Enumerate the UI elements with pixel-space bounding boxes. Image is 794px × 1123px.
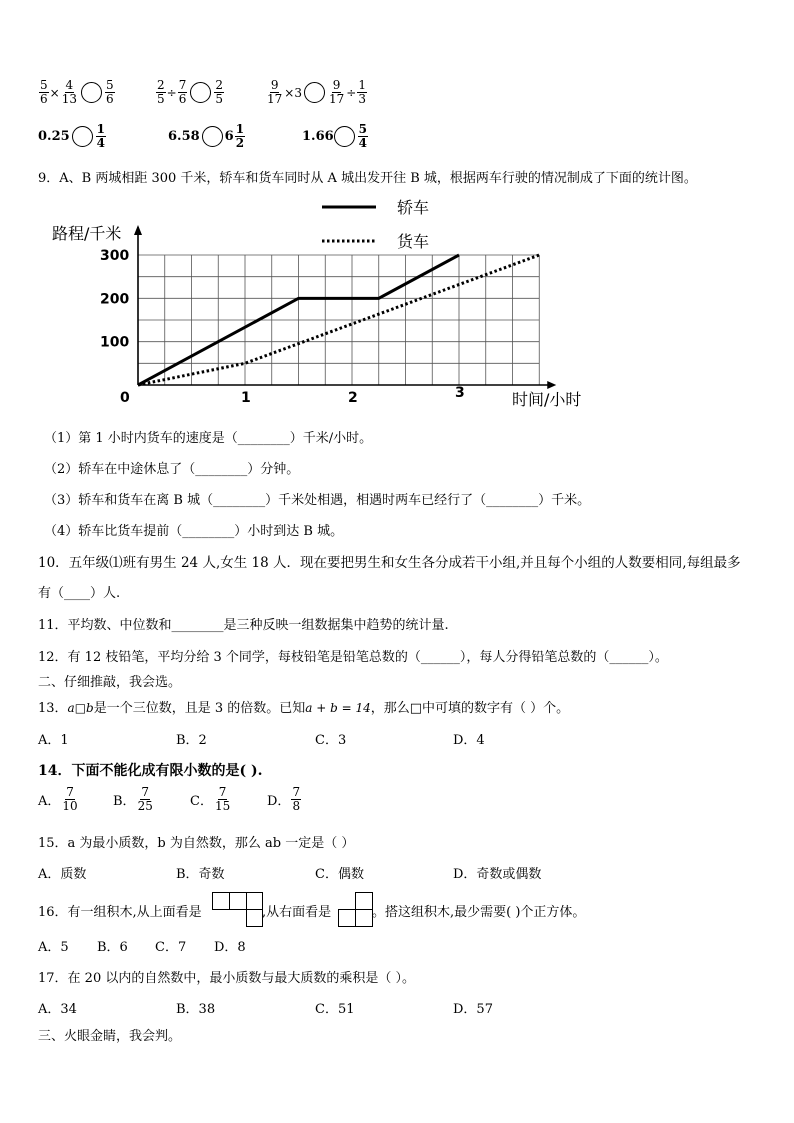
right-view-figure bbox=[338, 892, 372, 926]
q16-option-c[interactable]: C．7 bbox=[155, 940, 187, 955]
q16-option-d[interactable]: D．8 bbox=[214, 940, 246, 955]
q13-option-b[interactable]: B．2 bbox=[176, 733, 207, 748]
q17-option-c[interactable]: C．51 bbox=[315, 1002, 355, 1017]
q10-line2: 有（____）人. bbox=[38, 586, 121, 601]
q13-math-abc: a□b bbox=[67, 701, 94, 715]
q15-option-c[interactable]: C．偶数 bbox=[315, 867, 364, 882]
answer-circle[interactable] bbox=[202, 126, 223, 147]
q16-option-b[interactable]: B．6 bbox=[97, 940, 128, 955]
y-tick-label: 100 bbox=[100, 334, 130, 351]
y-axis-arrow bbox=[134, 225, 142, 235]
x-tick-label: 3 bbox=[455, 385, 465, 401]
chart-y-axis-label: 路程/千米 bbox=[52, 224, 122, 243]
q10-line1: 10．五年级⑴班有男生 24 人,女生 18 人．现在要把男生和女生各分成若干小组,并且每个小组的人数要相同,每组最多 bbox=[38, 555, 741, 571]
q17-option-d[interactable]: D．57 bbox=[453, 1002, 493, 1017]
answer-circle[interactable] bbox=[72, 126, 93, 147]
compare-item-2: $\frac{2}{5}$ ÷ $\frac{7}{6}$ $\frac{2}{5}$ bbox=[157, 78, 223, 106]
chart-grid bbox=[138, 255, 539, 385]
q16-stem-part1: 16．有一组积木,从上面看是 bbox=[38, 905, 202, 920]
q17-option-b[interactable]: B．38 bbox=[176, 1002, 216, 1017]
q16-stem-part2: ,从右面看是 bbox=[262, 905, 332, 920]
compare-item-3: $\frac{9}{17}$ ×3 $\frac{9}{17}$ ÷ $\frac{1}{3}$ bbox=[267, 78, 366, 106]
q16-option-a[interactable]: A．5 bbox=[38, 940, 69, 955]
section-2-title: 二、仔细推敲，我会选。 bbox=[38, 675, 182, 690]
q15-option-b[interactable]: B．奇数 bbox=[176, 867, 225, 882]
q13-option-d[interactable]: D．4 bbox=[453, 733, 485, 748]
travel-chart bbox=[0, 190, 794, 435]
q9-sub4: （4）轿车比货车提前（________）小时到达 B 城。 bbox=[44, 524, 344, 539]
q9-stem: 9．A、B 两城相距 300 千米，轿车和货车同时从 A 城出发开往 B 城，根据两车行驶的情况制成了下面的统计图。 bbox=[38, 171, 697, 186]
compare-row-1 bbox=[38, 78, 116, 106]
x-tick-label: 1 bbox=[241, 390, 251, 406]
q15-option-d[interactable]: D．奇数或偶数 bbox=[453, 867, 542, 882]
q15-stem: 15．a 为最小质数，b 为自然数，那么 ab 一定是（ ） bbox=[38, 836, 355, 851]
q14-option-b[interactable]: B． $\frac{7}{25}$ bbox=[113, 785, 153, 813]
answer-circle[interactable] bbox=[81, 82, 102, 103]
q13-option-c[interactable]: C．3 bbox=[315, 733, 347, 748]
legend-label: 货车 bbox=[397, 232, 430, 251]
y-tick-label: 300 bbox=[100, 248, 130, 264]
q14-option-c[interactable]: C． $\frac{7}{15}$ bbox=[190, 785, 231, 813]
answer-circle[interactable] bbox=[334, 126, 355, 147]
y-tick-label: 200 bbox=[100, 291, 130, 308]
top-view-figure bbox=[212, 892, 262, 926]
compare-item-5: 6.58 6 $\frac{1}{2}$ bbox=[168, 122, 245, 150]
legend-label: 轿车 bbox=[397, 198, 430, 217]
compare-item-6: 1.66 $\frac{5}{4}$ bbox=[302, 122, 368, 150]
compare-item-4: 0.25 $\frac{1}{4}$ bbox=[38, 122, 106, 150]
chart-legend bbox=[322, 198, 429, 251]
q9-sub3: （3）轿车和货车在离 B 城（________）千米处相遇，相遇时两车已经行了（________）千米。 bbox=[44, 493, 591, 508]
compare-item-1: $\frac{5}{6}$ × $\frac{4}{13}$ $\frac{5}{6}$ bbox=[40, 78, 114, 106]
q11-stem: 11．平均数、中位数和________是三种反映一组数据集中趋势的统计量. bbox=[38, 618, 449, 633]
q15-option-a[interactable]: A．质数 bbox=[38, 867, 87, 882]
q14-option-a[interactable]: A． $\frac{7}{10}$ bbox=[38, 785, 78, 813]
x-axis-arrow bbox=[547, 381, 556, 389]
answer-circle[interactable] bbox=[304, 82, 325, 103]
q14-stem: 14．下面不能化成有限小数的是( ). bbox=[38, 763, 263, 779]
q9-sub1: （1）第 1 小时内货车的速度是（________）千米/小时。 bbox=[44, 431, 373, 446]
answer-circle[interactable] bbox=[190, 82, 211, 103]
q17-stem: 17．在 20 以内的自然数中，最小质数与最大质数的乘积是（ ）。 bbox=[38, 971, 415, 986]
q13-option-a[interactable]: A．1 bbox=[38, 733, 69, 748]
q13-stem: 13．a□b是一个三位数，且是 3 的倍数。已知a + b = 14，那么□中可填的数字有（ ）个。 bbox=[38, 701, 570, 716]
x-tick-label: 2 bbox=[348, 390, 358, 406]
chart-x-axis-label: 时间/小时 bbox=[512, 390, 582, 409]
q9-sub2: （2）轿车在中途休息了（________）分钟。 bbox=[44, 462, 300, 477]
section-3-title: 三、火眼金睛，我会判。 bbox=[38, 1029, 182, 1044]
q16-stem-part3: 。搭这组积木,最少需要( )个正方体。 bbox=[372, 905, 586, 920]
q14-option-d[interactable]: D． $\frac{7}{8}$ bbox=[267, 785, 301, 813]
q17-option-a[interactable]: A．34 bbox=[38, 1002, 77, 1017]
chart-axes bbox=[134, 225, 556, 389]
x-tick-label: 0 bbox=[120, 390, 130, 406]
q13-math-sum: a + b = 14 bbox=[305, 701, 371, 715]
q12-stem: 12．有 12 枝铅笔，平均分给 3 个同学，每枝铅笔是铅笔总数的（______），每人分得铅笔总数的（______）。 bbox=[38, 650, 668, 665]
